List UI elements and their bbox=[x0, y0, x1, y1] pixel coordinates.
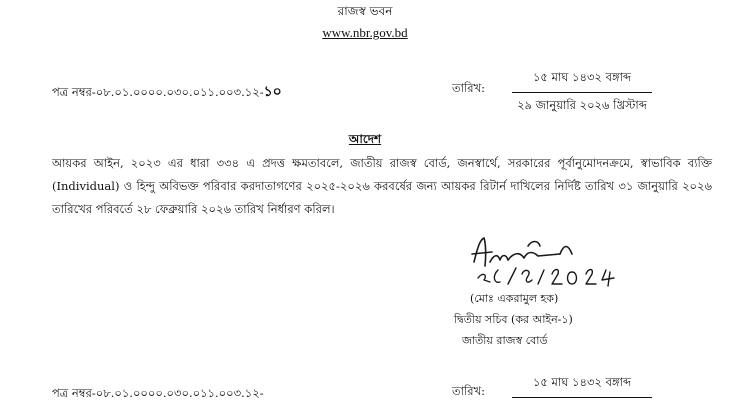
memo-number-text: পত্র নম্বর-০৮.০১.০০০০.০৩০.০১১.০০৩.১২- bbox=[52, 85, 264, 99]
date-label: তারিখ: bbox=[452, 81, 486, 95]
order-title bbox=[0, 131, 730, 151]
date-box-bottom bbox=[512, 374, 652, 398]
memo-number-bottom: পত্র নম্বর-০৮.০১.০০০০.০৩০.০১১.০০৩.১২- bbox=[52, 386, 264, 400]
memo-number bbox=[52, 80, 282, 104]
signature-date-text: ২৯/০১/২০২৬ bbox=[468, 232, 474, 233]
date-label-bottom: তারিখ: bbox=[452, 384, 486, 398]
signatory-organization: জাতীয় রাজস্ব বোর্ড bbox=[462, 334, 548, 347]
website-link[interactable]: www.nbr.gov.bd bbox=[322, 25, 408, 40]
office-name: রাজস্ব ভবন bbox=[337, 4, 393, 18]
date-english: ২৯ জানুয়ারি ২০২৬ খ্রিস্টাব্দ bbox=[517, 98, 647, 112]
signatory-designation: দ্বিতীয় সচিব (কর আইন-১) bbox=[454, 313, 573, 326]
memo-number-suffix: ১০ bbox=[263, 84, 282, 100]
order-body: আয়কর আইন, ২০২৩ এর ধারা ৩৩৪ এ প্রদত্ত ক্ষমতাবলে, জাতীয় রাজস্ব বোর্ড, জনস্বার্থে, সরকারের পূর্বানুমোদনক্রমে, স্বাভাবিক ব্যক্তি (Individual) ও হিন্দু অবিভক্ত পরিবার করদাতাগণের ২০২৫-২০২৬ করবর্ষের জন্য আয়কর রিটার্ন দাখিলের নির্দিষ্ট তারিখ ৩১ জানুয়ারি ২০২৬ তারিখের পরিবর্তে ২৮ ফেব্রুয়ারি ২০২৬ তারিখ নির্ধারণ করিল। bbox=[52, 156, 712, 216]
date-bangla-bottom: ১৫ মাঘ ১৪৩২ বঙ্গাব্দ bbox=[512, 374, 652, 398]
signature-image bbox=[468, 232, 628, 290]
signatory-name: (মোঃ একরামুল হক) bbox=[470, 292, 559, 305]
date-box bbox=[512, 69, 652, 116]
order-title-text: আদেশ bbox=[348, 132, 382, 146]
date-bangla: ১৫ মাঘ ১৪৩২ বঙ্গাব্দ bbox=[512, 69, 652, 93]
